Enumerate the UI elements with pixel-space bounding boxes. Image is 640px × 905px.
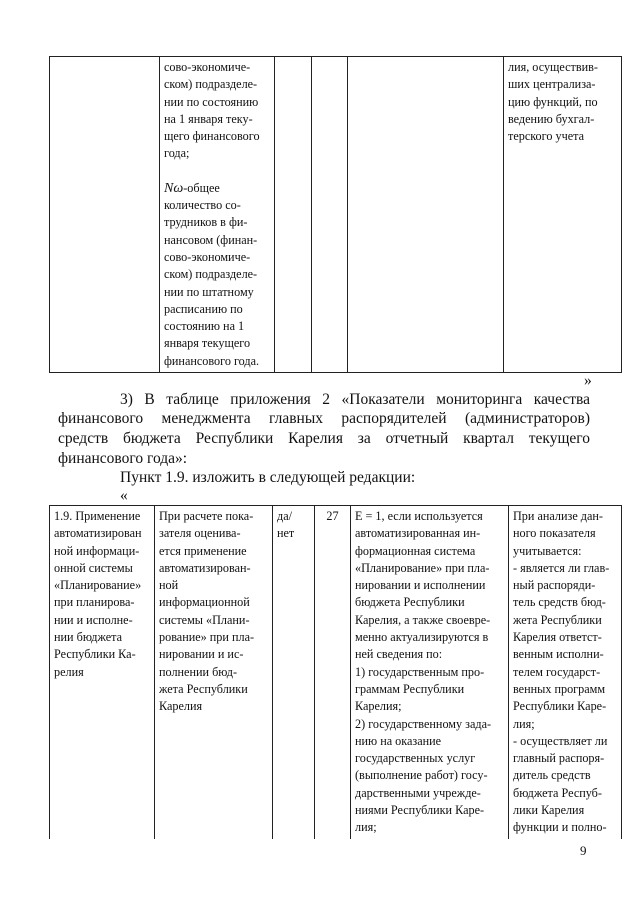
calc-text-part1: сово-экономиче- ском) подразделе- нии по состоянию на 1 января теку- щего финансового года; xyxy=(164,60,260,161)
formula-line: Nω-общее xyxy=(164,180,220,196)
table-cell-criteria: E = 1, если используется автоматизированная ин- формационная система «Планирование» при пла- нировании и исполнении бюджета Республики Карелия, а также своевре- менно актуализируются в ней сведения по: 1) государственным про- граммам Республики Карелия; 2) государственному зада- нию на оказание государственных услуг (выполнение работ) госу- дарственными учрежде- ниями Республики Каре- лия; xyxy=(351,506,509,840)
table-cell-comment: При анализе дан- ного показателя учитывается: - является ли глав- ный распоряди- тель средств бюд- жета Республики Карелия ответст- венным исполни- телем государст- венных программ Республики Каре- лия; - осуществляет ли главный распоря- дитель средств бюджета Респуб- лики Карелия функции и полно- xyxy=(509,506,622,840)
paragraph-line: средств бюджета Республики Карелия за отчетный квартал текущего xyxy=(58,430,590,447)
table-row xyxy=(50,57,622,373)
calc-text-part2: количество со- трудников в фи- нансовом (финан- сово-экономиче- ском) подразделе- нии по штатному расписанию по состоянию на 1 января текущего финансового года. xyxy=(164,198,260,368)
point-instruction: Пункт 1.9. изложить в следующей редакции: xyxy=(120,469,416,486)
table-cell-indicator xyxy=(50,57,160,373)
table-continuation xyxy=(49,56,622,373)
table-cell-weight xyxy=(312,57,348,373)
closing-quote: » xyxy=(584,372,592,389)
formula-symbol: Nω xyxy=(164,180,184,196)
table-cell-weight: 27 xyxy=(315,506,351,840)
table-row xyxy=(50,506,622,840)
page-number: 9 xyxy=(580,843,587,858)
table-cell-calculation: При расчете пока- зателя оценива- ется применение автоматизирован- ной информационной системы «Плани- рование» при пла- нировании и ис- полнении бюд- жета Республики Карелия xyxy=(155,506,273,840)
table-cell-criteria xyxy=(348,57,504,373)
paragraph-line: финансового года»: xyxy=(58,450,188,467)
table-cell-unit xyxy=(275,57,312,373)
opening-quote: « xyxy=(120,487,128,504)
table-new-point xyxy=(49,505,622,839)
table-cell-indicator: 1.9. Применение автоматизирован ной информаци- онной системы «Планирование» при планирова- нии и исполне- нии бюджета Республики Ка- релия xyxy=(50,506,155,840)
table-cell-comment: лия, осуществив- ших централиза- цию функций, по ведению бухгал- терского учета xyxy=(504,57,622,373)
table-cell-calculation xyxy=(160,57,275,373)
paragraph-line: финансового менеджмента главных распорядителей (администраторов) xyxy=(58,410,590,427)
paragraph-line: 3) В таблице приложения 2 «Показатели мониторинга качества xyxy=(120,391,590,408)
table-cell-unit: да/ нет xyxy=(273,506,315,840)
